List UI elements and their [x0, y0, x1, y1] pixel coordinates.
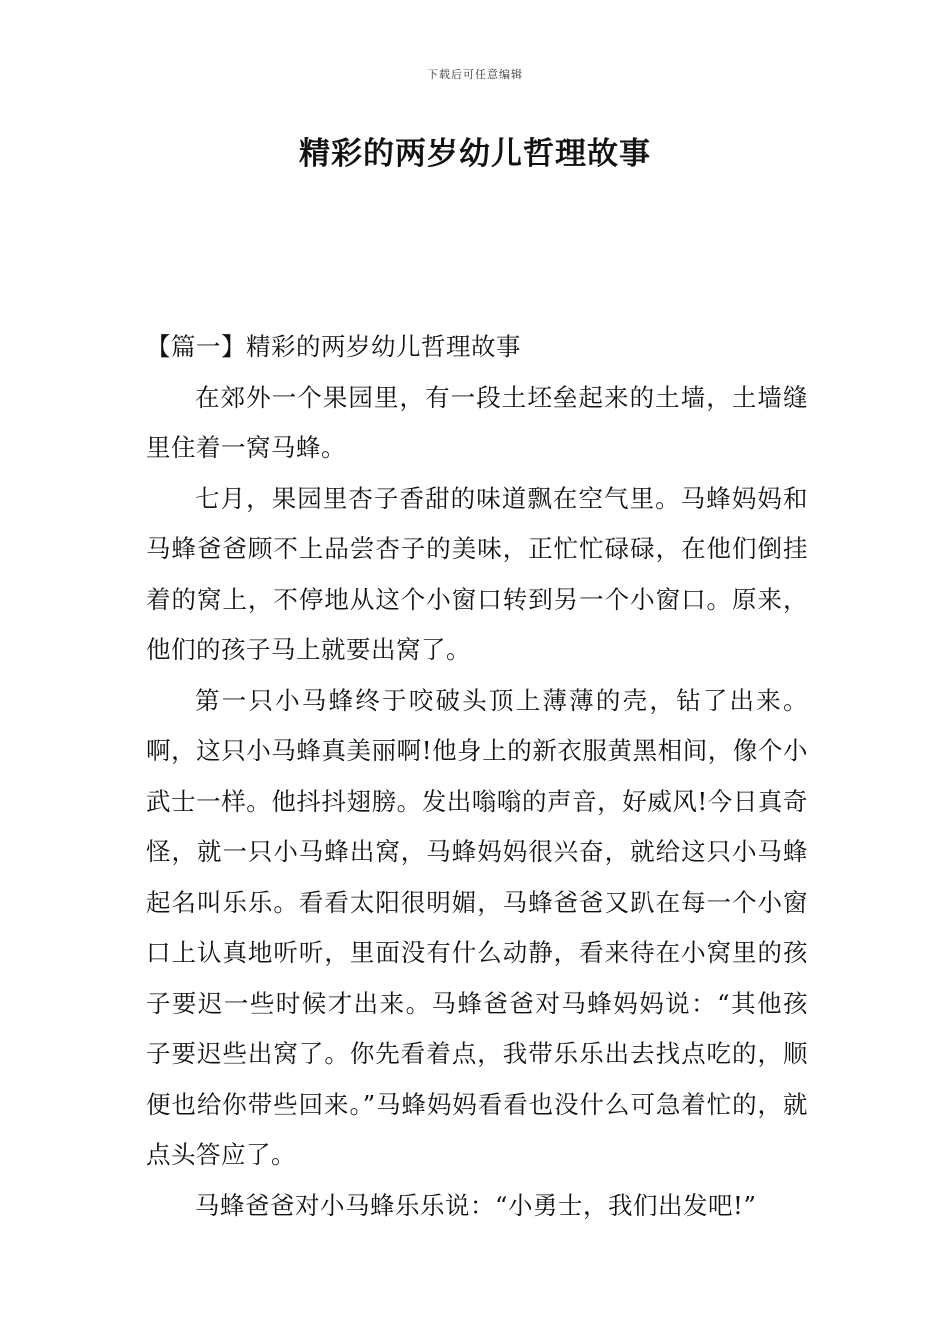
paragraph: 马蜂爸爸对小马蜂乐乐说：“小勇士，我们出发吧!” — [195, 1190, 757, 1220]
paragraph: 七月，果园里杏子香甜的味道飘在空气里。马蜂妈妈和马蜂爸爸顾不上品尝杏子的美味，正忙忙碌碌，在他们倒挂着的窝上，不停地从这个小窗口转到另一个小窗口。原来，他们的孩子马上就要出窝了。 — [146, 483, 808, 664]
header-note: 下载后可任意编辑 — [427, 68, 523, 81]
paragraph: 在郊外一个果园里，有一段土坯垒起来的土墙，土墙缝里住着一窝马蜂。 — [146, 382, 808, 462]
page-title: 精彩的两岁幼儿哲理故事 — [299, 136, 651, 172]
paragraph: 第一只小马蜂终于咬破头顶上薄薄的壳，钻了出来。啊，这只小马蜂真美丽啊!他身上的新衣服黄黑相间，像个小武士一样。他抖抖翅膀。发出嗡嗡的声音，好威风!今日真奇怪，就一只小马蜂出窝，马蜂妈妈很兴奋，就给这只小马蜂起名叫乐乐。看看太阳很明媚，马蜂爸爸又趴在每一个小窗口上认真地听听，里面没有什么动静，看来待在小窝里的孩子要迟一些时候才出来。马蜂爸爸对马蜂妈妈说：“其他孩子要迟些出窝了。你先看着点，我带乐乐出去找点吃的，顺便也给你带些回来。”马蜂妈妈看看也没什么可急着忙的，就点头答应了。 — [146, 685, 808, 1169]
document-body — [146, 322, 808, 1231]
section-heading: 【篇一】精彩的两岁幼儿哲理故事 — [146, 332, 521, 361]
